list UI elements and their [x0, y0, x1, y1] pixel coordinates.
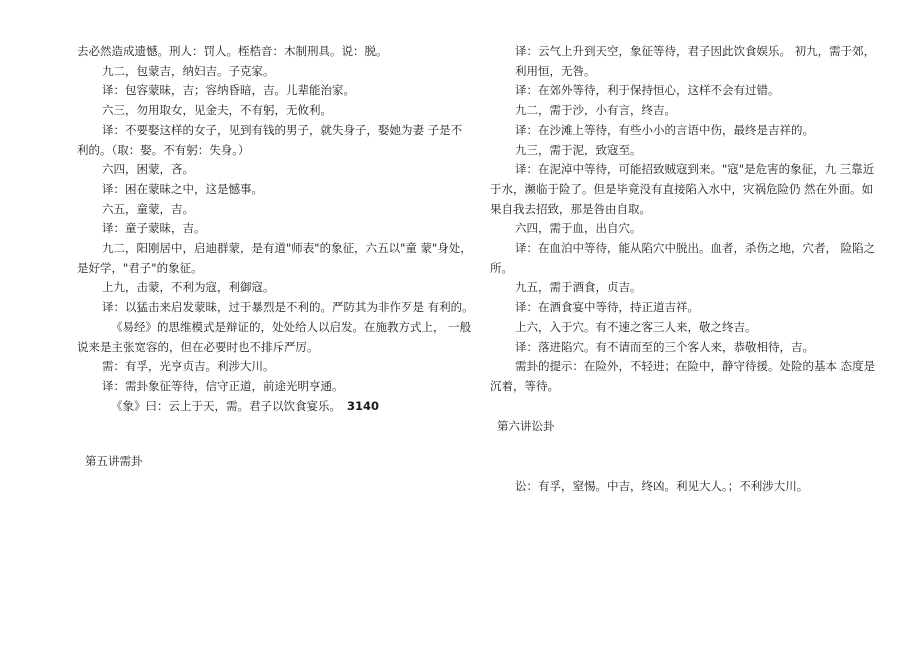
- text-line: 译：包容蒙昧，吉；容纳昏暗，吉。儿辈能治家。: [102, 83, 355, 98]
- text-line: 译：在郊外等待，利于保持恒心，这样不会有过错。: [515, 83, 780, 98]
- text-line: [77, 397, 469, 417]
- text-line: 九二，需于沙，小有言，终吉。: [515, 103, 676, 118]
- text-line: 译：落进陷穴。有不请而至的三个客人来，恭敬相待，吉。: [515, 339, 814, 354]
- text-line: 《易经》的思维模式是辩证的，处处给人以启发。在施教方式上， 一般: [111, 319, 472, 334]
- text-line: 是好学，"君子"的象征。: [77, 260, 203, 275]
- text-line: 译：在沙滩上等待，有些小小的言语中伤，最终是吉祥的。: [515, 122, 814, 137]
- text-line: 上九，击蒙，不利为寇，利御寇。: [102, 280, 275, 295]
- page-number: 3140: [347, 398, 380, 413]
- text-line: 九三，需于泥，致寇至。: [515, 142, 642, 157]
- text-line: 译：以猛击来启发蒙昧，过于暴烈是不利的。严防其为非作歹是 有利的。: [102, 300, 474, 315]
- text-line: 译：不要娶这样的女子，见到有钱的男子，就失身子，娶她为妻 子是不: [102, 122, 463, 137]
- right-column: [490, 42, 880, 397]
- text-line: 译：童子蒙昧，吉。: [102, 221, 206, 236]
- text-line: 所。: [490, 260, 513, 275]
- left-column: [77, 42, 474, 416]
- lecture-six-heading: 第六讲讼卦: [497, 419, 555, 433]
- text-line: 利用恒，无咎。: [515, 63, 596, 78]
- text-line: 于水，濒临于险了。但是毕竟没有直接陷入水中，灾祸危险仍 然在外面。如: [490, 181, 874, 196]
- text-line: 九二，阳刚居中，启迪群蒙，是有道"师表"的象征，六五以"童 蒙"身处，: [102, 241, 472, 256]
- text-line: 利的。（取：娶。不有躬：失身。）: [77, 142, 250, 157]
- text-line: 需卦的提示：在险外，不轻进；在险中，静守待援。处险的基本 态度是: [515, 359, 876, 374]
- text-line: 说来是主张宽容的，但在必要时也不排斥严厉。: [77, 339, 319, 354]
- text-line: 译：云气上升到天空，象征等待，君子因此饮食娱乐。 初九，需于郊，: [515, 44, 876, 58]
- text-line: 去必然造成遗憾。刑人：罚人。桎梏音：木制刑具。说：脱。: [77, 44, 388, 58]
- text-line: 译：困在蒙昧之中，这是憾事。: [102, 181, 263, 196]
- text-line: 译：在酒食宴中等待，持正道吉祥。: [515, 300, 699, 315]
- song-gua-text: 讼：有孚，窒惕。中吉，终凶。利见大人。；不利涉大川。: [515, 479, 809, 493]
- text-line: 九五，需于酒食，贞吉。: [515, 280, 642, 295]
- text-line: 译：在血泊中等待，能从陷穴中脱出。血者，杀伤之地，穴者， 险陷之: [515, 241, 876, 256]
- text-line: 六五，童蒙，吉。: [102, 201, 194, 216]
- lecture-five-heading: 第五讲需卦: [85, 454, 143, 468]
- text-line: 六四，困蒙，吝。: [102, 162, 194, 177]
- xiang-quote: 《象》曰：云上于天，需。君子以饮食宴乐。: [111, 398, 341, 413]
- text-line: 六三，勿用取女，见金夫，不有躬，无攸利。: [102, 103, 332, 118]
- text-line: 上六，入于穴。有不速之客三人来，敬之终吉。: [515, 319, 757, 334]
- text-line: 沉着，等待。: [490, 378, 559, 393]
- text-line: 需：有孚，光亨贞吉。利涉大川。: [102, 359, 275, 374]
- text-line: 六四，需于血，出自穴。: [515, 221, 642, 236]
- text-line: 九二，包蒙吉，纳妇吉。子克家。: [102, 63, 275, 78]
- text-line: 译：需卦象征等待，信守正道，前途光明亨通。: [102, 378, 344, 393]
- text-line: 译：在泥淖中等待，可能招致贼寇到来。"寇"是危害的象征，九 三靠近: [515, 162, 875, 177]
- text-line: 果自我去招致，那是咎由自取。: [490, 201, 651, 216]
